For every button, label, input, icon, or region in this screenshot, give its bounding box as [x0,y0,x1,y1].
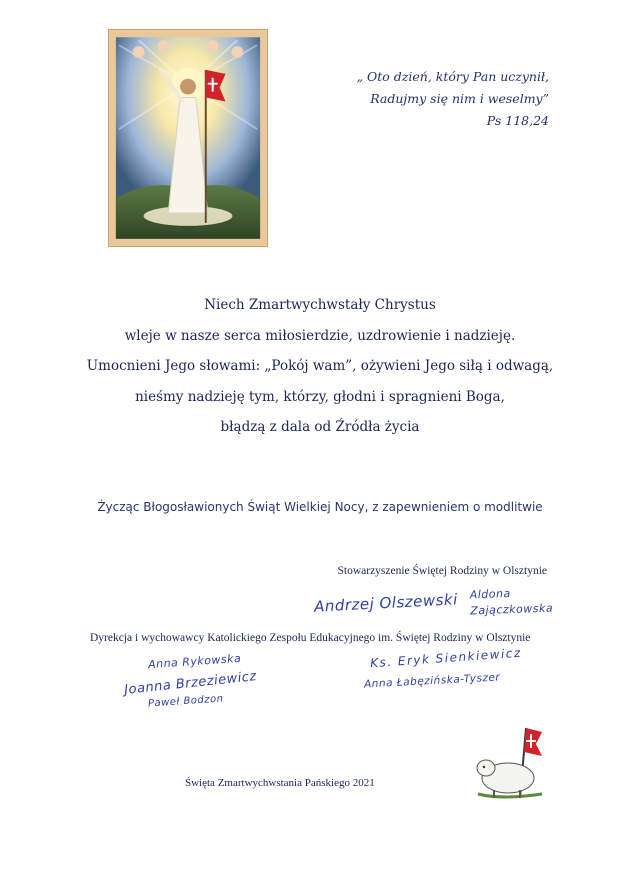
signature: Paweł Bodzon [147,693,224,710]
blessing-line: nieśmy nadzieję tym, którzy, głodni i spragnieni Boga, [135,388,505,405]
paschal-lamb [472,722,554,804]
school-staff-name: Dyrekcja i wychowawcy Katolickiego Zespołu Edukacyjnego im. Świętej Rodziny w Olsztynie [90,632,531,644]
easter-wish: Życząc Błogosławionych Świąt Wielkiej Nocy, z zapewnieniem o modlitwie [97,500,543,514]
signature: Anna Rykowska [147,651,242,672]
blessing-line: Umocnieni Jego słowami: „Pokój wam”, ożywieni Jego siłą i odwagą, [86,358,554,374]
signature-line: Aldona [469,587,511,602]
signature-line: Zajączkowska [470,601,554,618]
blessing-line: wleje w nasze serca miłosierdzie, uzdrowienie i nadzieję. [124,327,516,344]
association-name: Stowarzyszenie Świętej Rodziny w Olsztynie [337,565,547,577]
signature [469,585,553,620]
risen-christ-icon [109,30,267,246]
psalm-quote [289,66,549,132]
blessing-text [60,290,580,443]
signature: Ks. Eryk Sienkiewicz [369,645,523,671]
signature: Joanna Brzeziewicz [123,669,258,698]
blessing-line: błądzą z dala od Źródła życia [220,419,420,435]
psalm-line-2: Radujmy się nim i weselmy” [370,91,549,106]
paschal-lamb-icon [472,722,554,804]
psalm-line-1: „ Oto dzień, który Pan uczynił, [356,69,549,84]
signature: Andrzej Olszewski [313,590,459,616]
resurrection-image [108,29,268,247]
easter-date: Święta Zmartwychwstania Pańskiego 2021 [185,777,375,789]
signature: Anna Łabęzińska-Tyszer [363,671,501,691]
psalm-reference: Ps 118,24 [486,113,549,128]
blessing-line: Niech Zmartwychwstały Chrystus [204,297,436,313]
